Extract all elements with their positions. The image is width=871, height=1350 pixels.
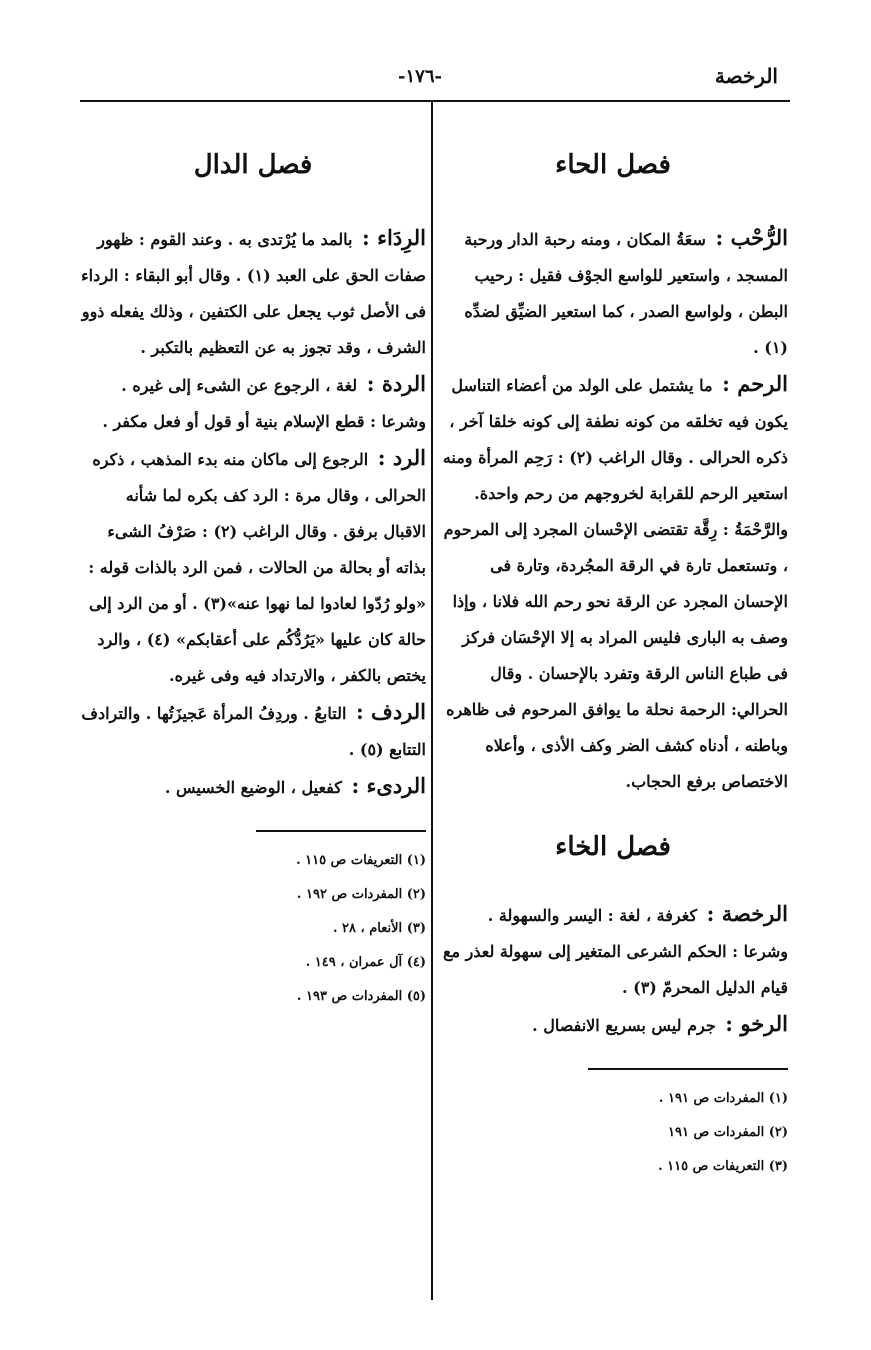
entry-headword: الرد : <box>377 445 426 470</box>
footnote-rule <box>256 830 426 832</box>
entry-rikhw <box>438 1006 788 1044</box>
footnote: (٤) آل عمران ، ١٤٩ . <box>305 955 426 970</box>
section-title-dal: فصل الدال <box>193 150 313 180</box>
entry-radd <box>80 440 426 694</box>
entry-text: لغة ، الرجوع عن الشىء إلى غيره . وشرعا : قطع الإسلام بنية أو قول أو فعل مكفر . <box>102 376 426 431</box>
footnote: (١) المفردات ص ١٩١ . <box>658 1091 788 1106</box>
entry-headword: الردىء : <box>351 773 426 798</box>
entry-text: ما يشتمل على الولد من أعضاء التناسل يكون فيه تخلقه من كونه نطفة إلى كونه خلقا آخر ، ذكره الحرالى . وقال الراغب (٢) : رَحِم المرأة ومنه استعير الرحم للقرابة لخروجهم من رحم واحدة. والرَّحْمَةُ : رِقَّة تقتضى الإحْسان المجرد إلى المرحوم ، وتستعمل تارة في الرقة المجُردة، وتارة فى الإحسان المجرد عن الرقة نحو رحم الله فلانا ، وإذا وصف به البارى فليس المراد به إلا الإحْسَان فركز فى طباع الناس الرقة وتفرد بالإحسان . وقال الحرالي: الرحمة نحلة ما يوافق المرحوم فى ظاهره وباطنه ، أدناه كشف الضر وكف الأذى ، وأعلاه الاختصاص برفع الحجاب. <box>442 376 788 791</box>
footnote: (٣) التعريفات ص ١١٥ . <box>658 1159 788 1174</box>
entry-headword: الرخو : <box>725 1011 788 1036</box>
footnotes-left <box>80 844 426 1014</box>
entry-headword: الرخصة : <box>706 901 788 926</box>
section-title-khaa: فصل الخاء <box>555 832 671 862</box>
entry-headword: الرُّحْب : <box>715 225 788 250</box>
entry-text: جرم ليس بسريع الانفصال . <box>532 1016 716 1035</box>
entry-text: بالمد ما يُرْتدى به . وعند القوم : ظهور صفات الحق على العبد (١) . وقال أبو البقاء : الرداء فى الأصل ثوب يجعل على الكتفين ، وذلك يفعله ذوو الشرف ، وقد تجوز به عن التعظيم بالتكبر . <box>81 230 426 357</box>
footnote: (١) التعريفات ص ١١٥ . <box>296 853 426 868</box>
entry-rida <box>80 220 426 366</box>
entry-rahim <box>438 366 788 800</box>
entry-headword: الردف : <box>355 699 426 724</box>
footnote: (٣) الأنعام ، ٢٨ . <box>332 921 426 936</box>
section-title-haa: فصل الحاء <box>555 150 671 180</box>
entry-rukhsa <box>438 896 788 1006</box>
entry-text: التابعُ . وردِفُ المرأة عَجيزَتُها . والترادف التتابع (٥) . <box>81 704 426 759</box>
entry-text: كغرفة ، لغة : اليسر والسهولة . وشرعا : الحكم الشرعى المتغير إلى سهولة لعذر مع قيام الدليل المحرمّ (٣) . <box>442 906 788 997</box>
footnote: (٢) المفردات ص ١٩٢ . <box>296 887 426 902</box>
entry-headword: الرِدَاء : <box>362 225 426 250</box>
footnote: (٥) المفردات ص ١٩٣ . <box>296 989 426 1004</box>
entry-ridf <box>80 694 426 768</box>
page-number: -١٧٦- <box>398 66 442 87</box>
entry-headword: الردة : <box>366 371 426 396</box>
entry-text: كفعيل ، الوضيع الخسيس . <box>164 778 342 797</box>
entry-ridda <box>80 366 426 440</box>
entry-text: سعَةُ المكان ، ومنه رحبة الدار ورحبة المسجد ، واستعير للواسع الجوْف فقيل : رحيب البطن ، ولواسع الصدر ، كما استعير الضيِّق لضدِّه (١) . <box>464 230 788 357</box>
footnote-rule <box>588 1068 788 1070</box>
entry-text: الرجوع إلى ماكان منه بدء المذهب ، ذكره الحرالى ، وقال مرة : الرد كف بكره لما شأنه الاقبال برفق . وقال الراغب (٢) : صَرْفُ الشىء بذاته أو بحالة من الحالات ، فمن الرد بالذات قوله : «ولو رُدّوا لعادوا لما نهوا عنه»(٣) . أو من الرد إلى حالة كان عليها «يَرُدُّكُم على أعقابكم» (٤) ، والرد يختص بالكفر ، والارتداد فيه وفى غيره. <box>88 450 426 685</box>
left-column <box>80 140 426 1014</box>
right-column <box>438 140 788 1184</box>
entry-radi <box>80 768 426 806</box>
running-head: الرخصة <box>714 64 778 88</box>
footnotes-right <box>438 1082 788 1184</box>
column-divider <box>431 102 433 1300</box>
entry-headword: الرحم : <box>722 371 788 396</box>
page-header <box>80 60 790 102</box>
entry-rahb <box>438 220 788 366</box>
footnote: (٢) المفردات ص ١٩١ <box>667 1125 788 1140</box>
